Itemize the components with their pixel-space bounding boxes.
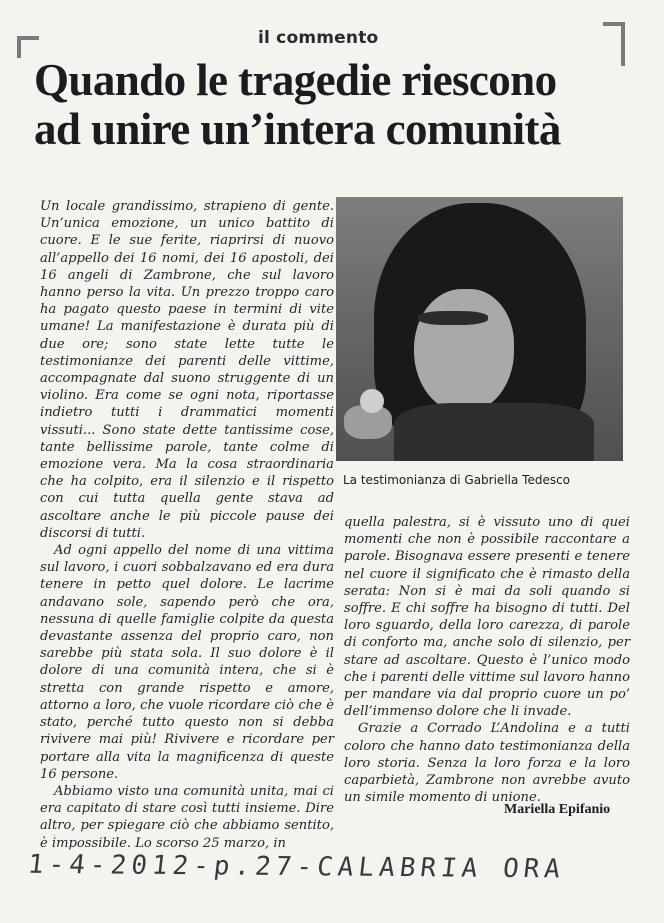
body-paragraph: Abbiamo visto una comunità unita, mai ci era capitato di stare così tutti insieme. Dire altro, per spiegare ciò che abbiamo sentito, è impossibile. Lo scorso 25 marzo, in [40, 783, 334, 851]
bleed-through-text [18, 0, 198, 40]
article-photo [336, 197, 623, 461]
article-headline [34, 56, 624, 154]
body-paragraph: Grazie a Corrado L’Andolina e a tutti coloro che hanno dato testimonianza della loro storia. Senza la loro forza e la loro caparbietà, Zambrone non avrebbe avuto un simile momento di unione. [344, 721, 630, 806]
headline-line-2: ad unire un’intera comunità [34, 104, 561, 154]
body-paragraph: quella palestra, si è vissuto uno di quei momenti che non è possibile raccontare a parole. Bisognava essere presenti e tenere nel cuore il significato che è rimasto della serata: Non si è mai da soli quando si soffre. E chi soffre ha bisogno di tutti. Del loro sguardo, della loro carezza, di parole di conforto ma, anche solo di silenzio, per stare ad ascoltare. Questo è l’unico modo che i parenti delle vittime sul lavoro hanno per mandare via dal proprio cuore un po’ dell’immenso dolore che li invade. [344, 515, 630, 720]
bleed-through-text [365, 822, 445, 838]
article-column-right [344, 514, 630, 806]
handwritten-note: 1-4-2012-p.27-CALABRIA ORA [26, 849, 567, 885]
headline-line-1: Quando le tragedie riescono [34, 55, 557, 105]
section-label: il commento [258, 28, 379, 48]
body-paragraph: Un locale grandissimo, strapieno di gente. Un’unica emozione, un unico battito di cuore. E le sue ferite, riaprirsi di nuovo all’appello dei 16 nomi, dei 16 apostoli, dei 16 angeli di Zambrone, che sul lavoro hanno perso la vita. Un prezzo troppo caro ha pagato questo paese in termini di vite umane! La manifestazione è durata più di due ore; sono state lette tutte le testimonianze dei parenti delle vittime, accompagnate dal suono struggente di un violino. Era come se ogni nota, riportasse indietro tutti i drammatici momenti vissuti... Sono state dette tantissime cose, tante bellissime parole, tante colme di emozione vera. Ma la cosa straordinaria che ha colpito, era il silenzio e il rispetto con cui tutta quella gente stava ad ascoltare anche le più piccole pause dei discorsi di tutti. [40, 199, 334, 541]
bleed-through-text [260, 0, 400, 22]
article-author: Mariella Epifanio [504, 802, 611, 817]
body-paragraph: Ad ogni appello del nome di una vittima sul lavoro, i cuori sobbalzavano ed era dura tenere in petto quel dolore. Le lacrime andavano sole, sapendo però che ora, nessuna di quelle famiglie colpite da questa devastante assenza del proprio caro, non sarebbe più stata sola. Il suo dolore è il dolore di una comunità intera, che si è stretta con grande rispetto e amore, attorno a loro, che vuole ricordare ciò che è stato, perché tutto questo non si debba rivivere mai più! Rivivere e ricordare per portare alla vita la magnificenza di queste 16 persone. [40, 543, 334, 782]
microphone-icon [360, 389, 384, 413]
article-column-left [40, 198, 334, 852]
photo-caption: La testimonianza di Gabriella Tedesco [343, 473, 571, 487]
